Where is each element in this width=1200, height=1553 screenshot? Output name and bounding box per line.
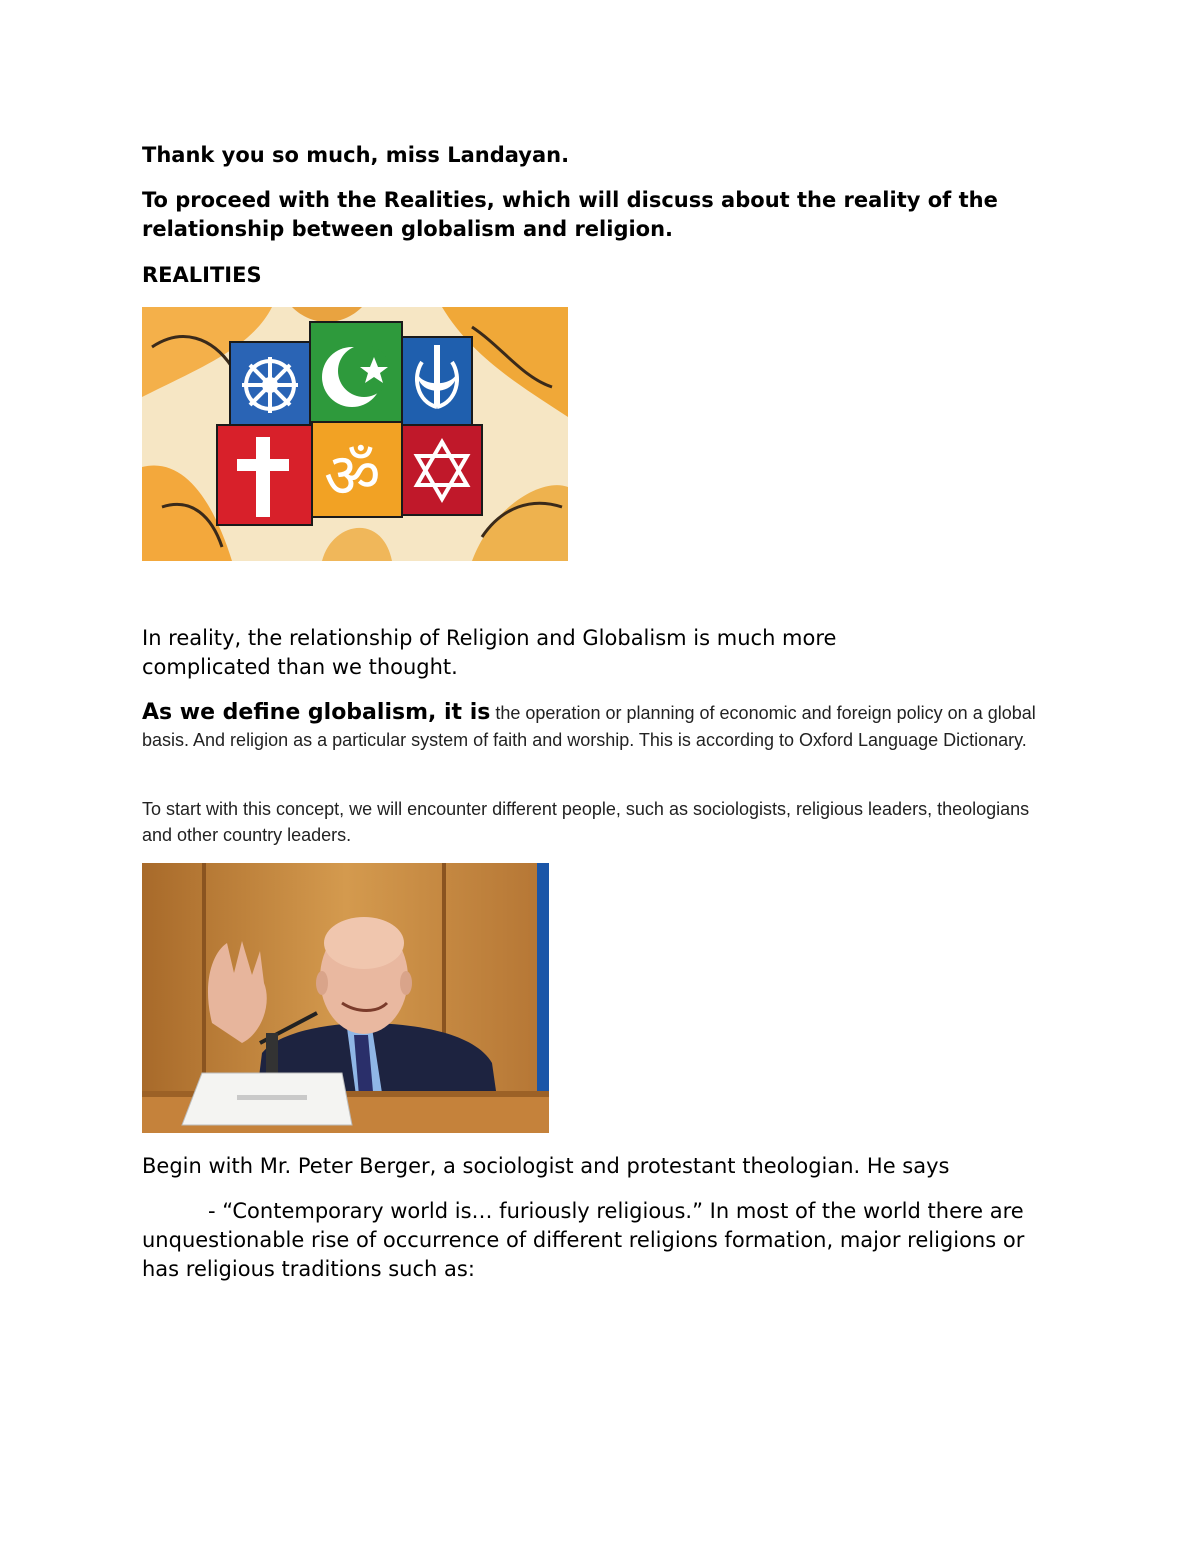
religion-puzzle-image xyxy=(142,307,568,561)
concept-paragraph: To start with this concept, we will encounter different people, such as sociologists, religious leaders, theologians and other country leaders. xyxy=(142,799,1030,845)
reality-paragraph: In reality, the relationship of Religion and Globalism is much more complicated than we thought. xyxy=(142,626,837,679)
definition-text: the operation or planning of economic and foreign policy on a global basis. And religion as a particular system of faith and worship. This is according to Oxford Language Dictionary. xyxy=(142,703,1036,750)
dharma-wheel-icon xyxy=(242,357,298,413)
peter-berger-photo xyxy=(142,863,549,1133)
section-heading: REALITIES xyxy=(142,263,262,287)
thanks-line: Thank you so much, miss Landayan. xyxy=(142,143,570,167)
berger-quote-text: - “Contemporary world is… furiously religious.” In most of the world there are unquestionable rise of occurrence of different religions formation, major religions or has religious traditions such as: xyxy=(142,1199,1025,1281)
berger-intro: Begin with Mr. Peter Berger, a sociologist and protestant theologian. He says xyxy=(142,1154,950,1178)
svg-text:ॐ: ॐ xyxy=(324,439,381,512)
intro-paragraph: To proceed with the Realities, which will discuss about the reality of the relationship between globalism and religion. xyxy=(142,188,998,241)
definition-lead: As we define globalism, it is xyxy=(142,700,491,725)
om-icon xyxy=(324,439,381,512)
berger-quote xyxy=(142,1197,1042,1284)
definition-paragraph xyxy=(142,700,1052,754)
